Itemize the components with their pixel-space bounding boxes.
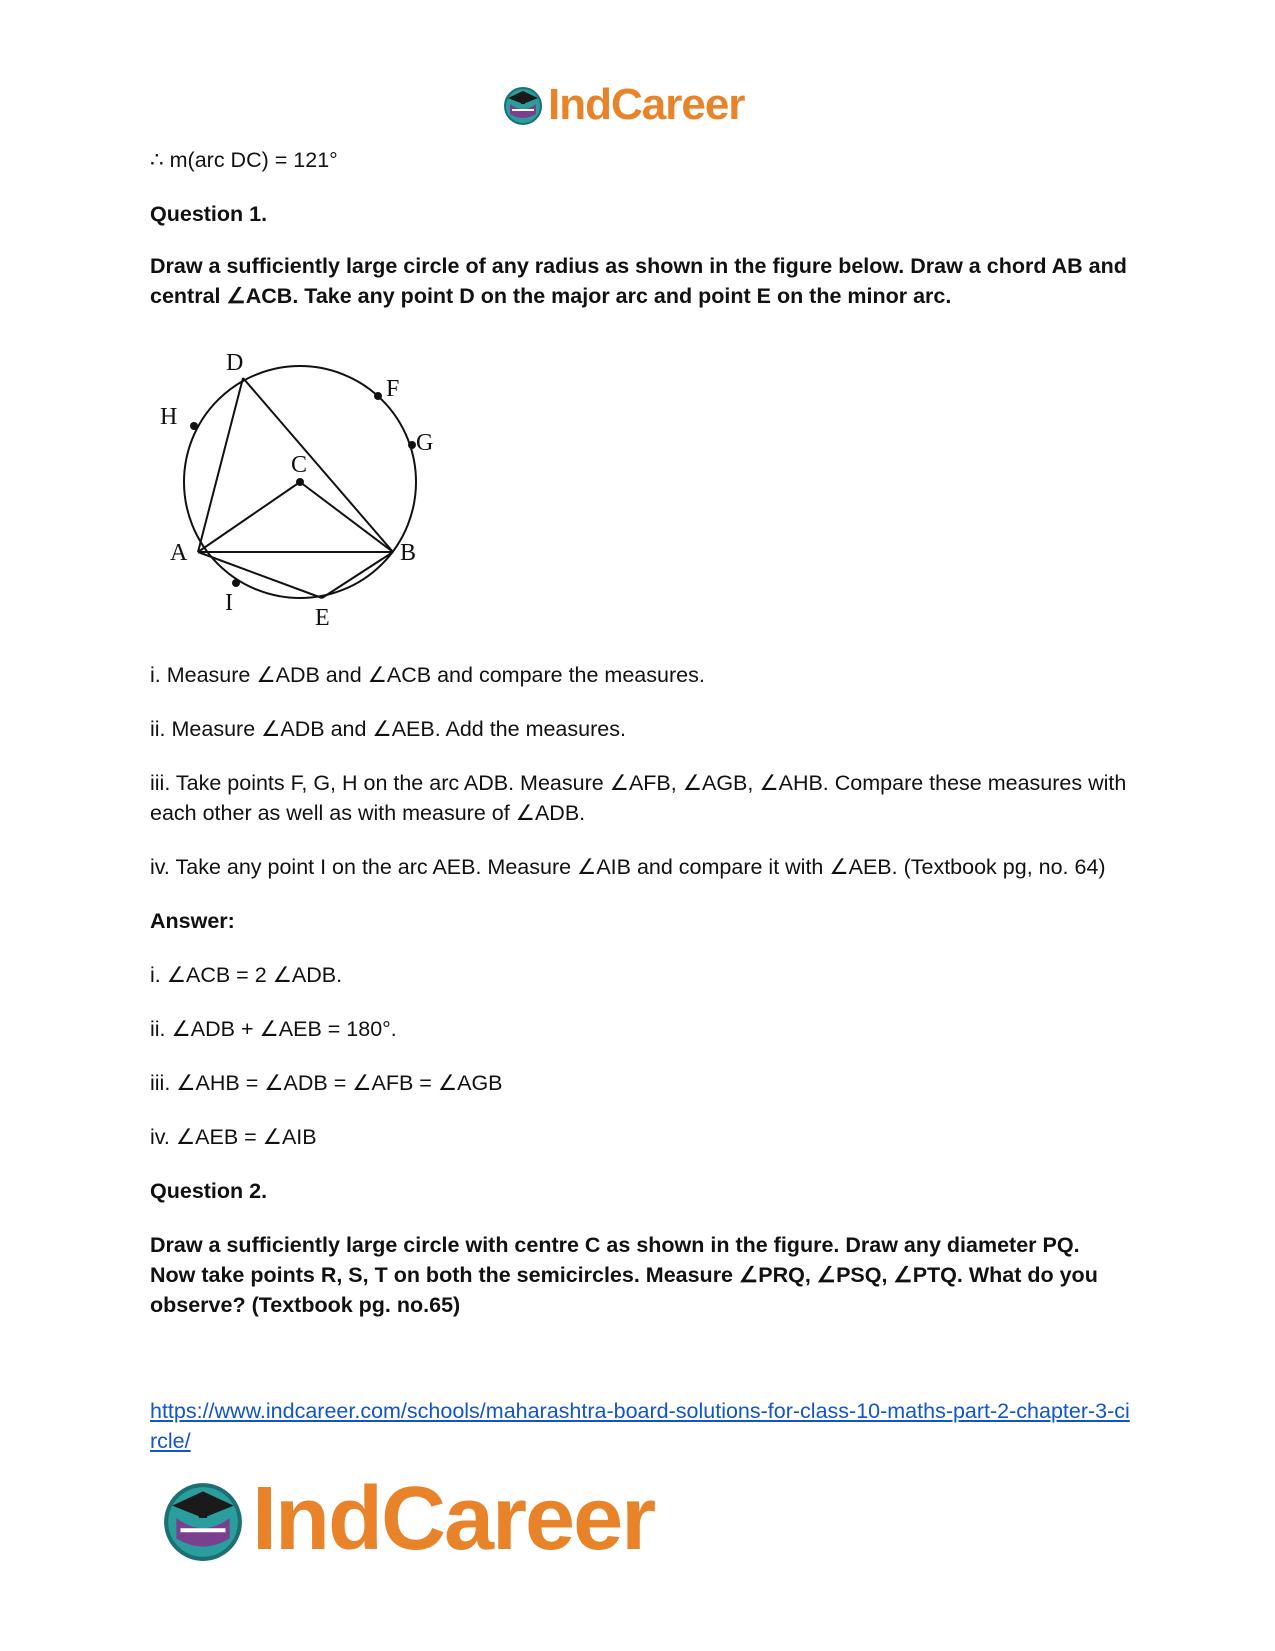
- question-1-part-iv: iv. Take any point I on the arc AEB. Measure ∠AIB and compare it with ∠AEB. (Textbook pg, no. 64): [150, 855, 1106, 879]
- question-1-title: Question 1.: [150, 202, 268, 226]
- header-logo: [502, 80, 744, 130]
- question-1-part-ii: ii. Measure ∠ADB and ∠AEB. Add the measures.: [150, 717, 626, 741]
- answer-iii: iii. ∠AHB = ∠ADB = ∠AFB = ∠AGB: [150, 1071, 503, 1095]
- label-g: G: [416, 430, 434, 456]
- arc-result-line: ∴ m(arc DC) = 121°: [150, 148, 338, 172]
- point-i: [232, 579, 240, 587]
- answer-iv: iv. ∠AEB = ∠AIB: [150, 1125, 317, 1149]
- question-1-text: Draw a sufficiently large circle of any radius as shown in the figure below. Draw a chord AB and central ∠ACB. Take any point D on the major arc and point E on the minor arc.: [150, 254, 1127, 308]
- document-body-lower: [150, 660, 1130, 1320]
- point-g: [408, 441, 416, 449]
- label-d: D: [226, 350, 244, 376]
- point-h: [190, 422, 198, 430]
- label-c: C: [291, 452, 308, 478]
- circle-diagram: [150, 350, 450, 630]
- label-i: I: [225, 590, 233, 616]
- label-a: A: [170, 540, 188, 566]
- circle-figure: [150, 350, 450, 635]
- question-1-part-i: i. Measure ∠ADB and ∠ACB and compare the measures.: [150, 663, 705, 687]
- document-body: [150, 145, 1130, 311]
- label-f: F: [386, 376, 400, 402]
- point-c: [296, 478, 304, 486]
- logo-text: IndCareer: [548, 80, 745, 129]
- line-db: [243, 378, 393, 552]
- answer-title: Answer:: [150, 909, 235, 933]
- footer-logo: [160, 1468, 654, 1571]
- line-eb: [322, 552, 393, 598]
- graduation-cap-globe-icon: [502, 84, 544, 126]
- question-2-text: Draw a sufficiently large circle with centre C as shown in the figure. Draw any diameter PQ. Now take points R, S, T on both the semicircles. Measure ∠PRQ, ∠PSQ, ∠PTQ. What do you observe? (Textbook pg. no.65): [150, 1233, 1098, 1317]
- question-2-title: Question 2.: [150, 1179, 268, 1203]
- question-1-part-iii: iii. Take points F, G, H on the arc ADB. Measure ∠AFB, ∠AGB, ∠AHB. Compare these measures with each other as well as with measure of ∠ADB.: [150, 771, 1127, 825]
- graduation-cap-globe-icon: [160, 1477, 246, 1563]
- answer-i: i. ∠ACB = 2 ∠ADB.: [150, 963, 343, 987]
- logo-text: IndCareer: [252, 1469, 655, 1569]
- point-f: [374, 392, 382, 400]
- label-b: B: [400, 540, 417, 566]
- label-h: H: [160, 404, 178, 430]
- line-cb: [300, 482, 393, 552]
- label-e: E: [315, 605, 330, 630]
- source-link[interactable]: https://www.indcareer.com/schools/maharashtra-board-solutions-for-class-10-maths-part-2-chapter-3-circle/: [150, 1399, 1130, 1453]
- answer-ii: ii. ∠ADB + ∠AEB = 180°.: [150, 1017, 397, 1041]
